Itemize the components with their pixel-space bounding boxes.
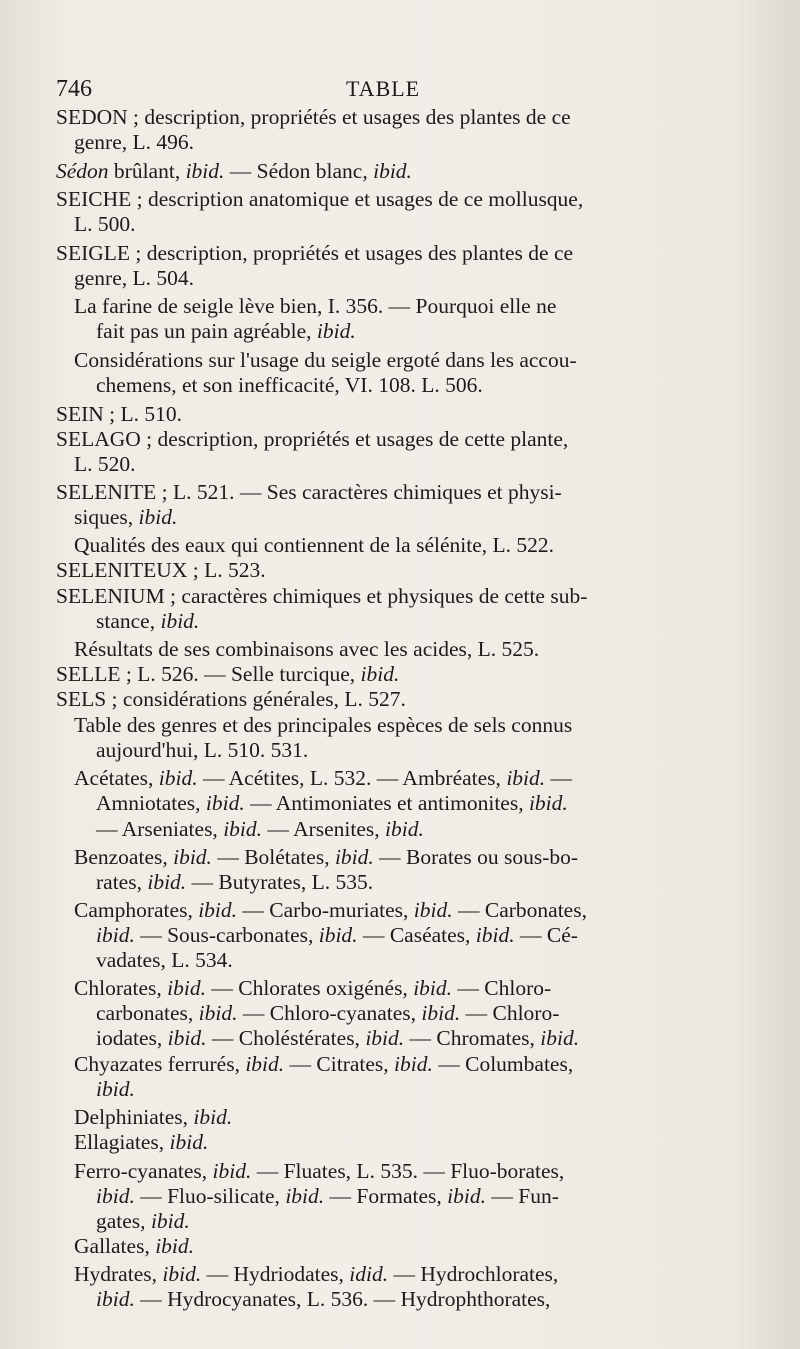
index-line bbox=[74, 1129, 208, 1155]
index-line bbox=[56, 186, 583, 212]
entry-text: — Carbonates, bbox=[452, 898, 587, 922]
entry-text: — Arseniates, bbox=[96, 817, 224, 841]
index-line bbox=[74, 765, 572, 791]
entry-text: — Citrates, bbox=[284, 1052, 395, 1076]
entry-text: vadates, L. 534. bbox=[96, 948, 233, 972]
index-line bbox=[96, 372, 483, 398]
entry-text: Acétates, bbox=[74, 766, 159, 790]
index-line bbox=[96, 737, 308, 763]
italic-reference: ibid. bbox=[96, 923, 135, 947]
italic-reference: ibid. bbox=[147, 870, 187, 894]
index-line bbox=[56, 557, 266, 583]
entry-text: — Chromates, bbox=[404, 1026, 541, 1050]
entry-text: SELENIUM ; caractères chimiques et physiques de cette sub- bbox=[56, 584, 588, 608]
index-line bbox=[74, 1051, 573, 1077]
index-line bbox=[96, 869, 373, 895]
entry-text: Ellagiates, bbox=[74, 1130, 170, 1154]
italic-reference: ibid. bbox=[198, 1001, 238, 1025]
entry-text: Delphiniates, bbox=[74, 1105, 194, 1129]
index-line bbox=[56, 104, 571, 130]
entry-text: rates, bbox=[96, 870, 148, 894]
entry-text: SEDON ; description, propriétés et usages des plantes de ce bbox=[56, 105, 571, 129]
entry-text: — Choléstérates, bbox=[206, 1026, 366, 1050]
entry-text: — Chloro- bbox=[452, 976, 552, 1000]
index-line bbox=[56, 686, 406, 712]
italic-reference: ibid. bbox=[385, 817, 424, 841]
entry-text: — Hydrochlorates, bbox=[388, 1262, 559, 1286]
italic-reference: ibid. bbox=[169, 1130, 209, 1154]
entry-text: SEIN ; L. 510. bbox=[56, 402, 183, 426]
index-line bbox=[96, 816, 424, 842]
entry-text: — Fun- bbox=[486, 1184, 559, 1208]
entry-text: Chlorates, bbox=[74, 976, 168, 1000]
index-line bbox=[56, 426, 568, 452]
italic-reference: ibid. bbox=[158, 766, 198, 790]
italic-reference: ibid. bbox=[205, 791, 245, 815]
index-line bbox=[74, 712, 572, 738]
index-line bbox=[74, 1104, 232, 1130]
italic-reference: ibid. bbox=[334, 845, 374, 869]
entry-text: — Antimoniates et antimonites, bbox=[244, 791, 529, 815]
italic-reference: ibid. bbox=[138, 505, 178, 529]
index-line bbox=[74, 636, 539, 662]
entry-text: siques, bbox=[74, 505, 139, 529]
entry-text: L. 500. bbox=[74, 212, 136, 236]
entry-text: SELLE ; L. 526. — Selle turcique, bbox=[56, 662, 361, 686]
entry-text: genre, L. 496. bbox=[74, 130, 195, 154]
index-line bbox=[56, 583, 587, 609]
entry-text: — Carbo-muriates, bbox=[237, 898, 414, 922]
entry-text: — Butyrates, L. 535. bbox=[186, 870, 374, 894]
entry-text: Considérations sur l'usage du seigle ergoté dans les accou- bbox=[74, 348, 577, 372]
entry-text: stance, bbox=[96, 609, 161, 633]
index-line bbox=[74, 1158, 564, 1184]
index-line bbox=[56, 401, 182, 427]
index-line bbox=[56, 240, 573, 266]
italic-reference: ibid. bbox=[421, 1001, 461, 1025]
entry-text: — Chlorates oxigénés, bbox=[205, 976, 414, 1000]
entry-text: Qualités des eaux qui contiennent de la sélénite, L. 522. bbox=[74, 533, 555, 557]
index-line bbox=[96, 1025, 579, 1051]
italic-reference: ibid. bbox=[223, 817, 263, 841]
index-line bbox=[74, 844, 578, 870]
italic-reference: ibid. bbox=[360, 662, 400, 686]
index-line bbox=[74, 211, 136, 237]
running-title: TABLE bbox=[346, 76, 421, 101]
entry-text: — Fluo-silicate, bbox=[134, 1184, 286, 1208]
entry-text: — Fluates, L. 535. — Fluo-borates, bbox=[251, 1159, 565, 1183]
entry-text: carbonates, bbox=[96, 1001, 199, 1025]
italic-reference: ibid. bbox=[447, 1184, 486, 1208]
entry-text: Hydrates, bbox=[74, 1262, 163, 1286]
entry-text: La farine de seigle lève bien, I. 356. — Pourquoi elle ne bbox=[74, 294, 557, 318]
running-head bbox=[56, 76, 756, 106]
italic-reference: ibid. bbox=[96, 1184, 135, 1208]
italic-reference: ibid. bbox=[185, 159, 225, 183]
italic-reference: ibid. bbox=[155, 1234, 195, 1258]
italic-reference: ibid. bbox=[96, 1077, 135, 1101]
italic-reference: ibid. bbox=[413, 898, 453, 922]
italic-reference: ibid. bbox=[316, 319, 356, 343]
entry-text: — Cé- bbox=[514, 923, 578, 947]
italic-reference: ibid. bbox=[506, 766, 546, 790]
index-line bbox=[96, 1183, 559, 1209]
italic-reference: Sédon bbox=[56, 159, 109, 183]
entry-text: SELENITE ; L. 521. — Ses caractères chimiques et physi- bbox=[56, 480, 562, 504]
entry-text: Amniotates, bbox=[96, 791, 206, 815]
index-line bbox=[74, 897, 587, 923]
index-line bbox=[74, 532, 554, 558]
italic-reference: ibid. bbox=[173, 845, 212, 869]
index-line bbox=[96, 1000, 559, 1026]
italic-reference: ibid. bbox=[212, 1159, 252, 1183]
entry-text: SELENITEUX ; L. 523. bbox=[56, 558, 266, 582]
entry-text: chemens, et son inefficacité, VI. 108. L. 506. bbox=[96, 373, 483, 397]
entry-text: — Hydrocyanates, L. 536. — Hydrophthorates, bbox=[134, 1287, 551, 1311]
index-line bbox=[96, 608, 199, 634]
entry-text: — Sédon blanc, bbox=[224, 159, 374, 183]
italic-reference: ibid. bbox=[167, 1026, 207, 1050]
entry-text: aujourd'hui, L. 510. 531. bbox=[96, 738, 309, 762]
entry-text: Chyazates ferrurés, bbox=[74, 1052, 246, 1076]
entry-text: SELS ; considérations générales, L. 527. bbox=[56, 687, 406, 711]
page-number: 746 bbox=[56, 76, 92, 102]
entry-text: fait pas un pain agréable, bbox=[96, 319, 317, 343]
entry-text: — Chloro- bbox=[460, 1001, 560, 1025]
entry-text: Ferro-cyanates, bbox=[74, 1159, 213, 1183]
italic-reference: ibid. bbox=[373, 159, 412, 183]
index-line bbox=[74, 129, 194, 155]
entry-text: Résultats de ses combinaisons avec les acides, L. 525. bbox=[74, 637, 540, 661]
entry-text: — Hydriodates, bbox=[201, 1262, 350, 1286]
entry-text: iodates, bbox=[96, 1026, 168, 1050]
index-line bbox=[56, 479, 562, 505]
index-line bbox=[74, 347, 577, 373]
index-line bbox=[96, 318, 356, 344]
entry-text: — Borates ou sous-bo- bbox=[373, 845, 579, 869]
entry-text: Gallates, bbox=[74, 1234, 156, 1258]
index-line bbox=[96, 947, 233, 973]
entry-text: — bbox=[545, 766, 573, 790]
index-line bbox=[74, 265, 194, 291]
index-line bbox=[74, 1233, 194, 1259]
index-line bbox=[56, 158, 412, 184]
index-line bbox=[74, 975, 551, 1001]
index-line bbox=[96, 790, 568, 816]
entry-text: — Formates, bbox=[324, 1184, 448, 1208]
entry-text: — Columbates, bbox=[432, 1052, 574, 1076]
italic-reference: ibid. bbox=[540, 1026, 580, 1050]
entry-text: — Chloro-cyanates, bbox=[237, 1001, 422, 1025]
italic-reference: ibid. bbox=[167, 976, 206, 1000]
entry-text: SEIGLE ; description, propriétés et usages des plantes de ce bbox=[56, 241, 574, 265]
index-line bbox=[56, 661, 399, 687]
italic-reference: idid. bbox=[349, 1262, 389, 1286]
index-line bbox=[96, 922, 578, 948]
index-line bbox=[96, 1076, 135, 1102]
italic-reference: ibid. bbox=[150, 1209, 190, 1233]
entry-text: SEICHE ; description anatomique et usages de ce mollusque, bbox=[56, 187, 584, 211]
entry-text: — Sous-carbonates, bbox=[134, 923, 319, 947]
entry-text: — Acétites, L. 532. — Ambréates, bbox=[197, 766, 507, 790]
entry-text: Table des genres et des principales espèces de sels connus bbox=[74, 713, 573, 737]
italic-reference: ibid. bbox=[160, 609, 200, 633]
italic-reference: ibid. bbox=[198, 898, 238, 922]
entry-text: — Bolétates, bbox=[211, 845, 335, 869]
entry-text: Benzoates, bbox=[74, 845, 174, 869]
entry-text: Camphorates, bbox=[74, 898, 199, 922]
italic-reference: ibid. bbox=[413, 976, 453, 1000]
italic-reference: ibid. bbox=[365, 1026, 405, 1050]
italic-reference: ibid. bbox=[528, 791, 568, 815]
italic-reference: ibid. bbox=[193, 1105, 233, 1129]
entry-text: — Caséates, bbox=[357, 923, 476, 947]
italic-reference: ibid. bbox=[245, 1052, 285, 1076]
italic-reference: ibid. bbox=[96, 1287, 135, 1311]
entry-text: brûlant, bbox=[108, 159, 186, 183]
index-line bbox=[74, 293, 556, 319]
entry-text: genre, L. 504. bbox=[74, 266, 195, 290]
entry-text: gates, bbox=[96, 1209, 151, 1233]
index-line bbox=[96, 1208, 190, 1234]
italic-reference: ibid. bbox=[475, 923, 515, 947]
italic-reference: ibid. bbox=[285, 1184, 325, 1208]
entry-text: L. 520. bbox=[74, 452, 136, 476]
italic-reference: ibid. bbox=[162, 1262, 202, 1286]
entry-text: — Arsenites, bbox=[262, 817, 386, 841]
index-line bbox=[96, 1286, 550, 1312]
index-line bbox=[74, 1261, 558, 1287]
italic-reference: ibid. bbox=[318, 923, 358, 947]
entry-text: SELAGO ; description, propriétés et usages de cette plante, bbox=[56, 427, 569, 451]
italic-reference: ibid. bbox=[394, 1052, 433, 1076]
index-line bbox=[74, 504, 177, 530]
index-line bbox=[74, 451, 136, 477]
